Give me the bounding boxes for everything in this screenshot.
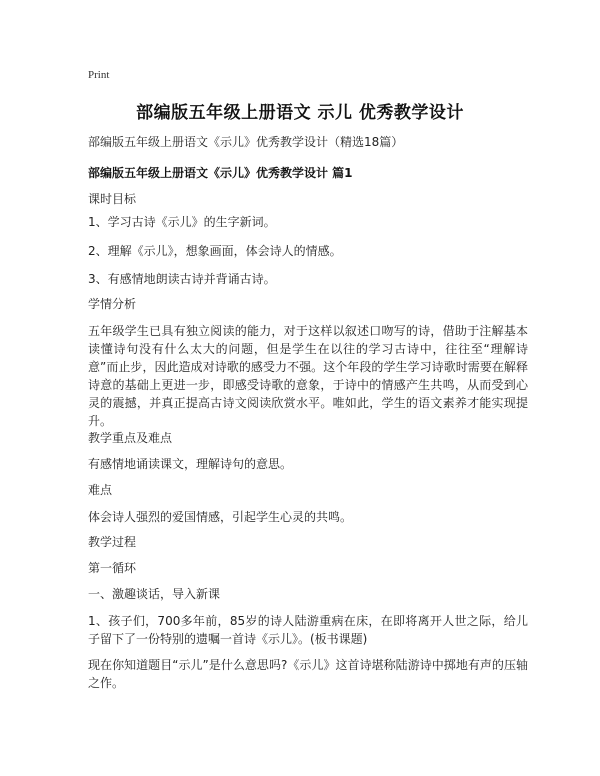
document-subtitle: 部编版五年级上册语文《示儿》优秀教学设计（精选18篇）	[88, 135, 404, 149]
step-heading: 一、激趣谈话，导入新课	[88, 587, 221, 601]
document-title: 部编版五年级上册语文 示儿 优秀教学设计	[136, 103, 464, 123]
analysis-heading: 学情分析	[88, 297, 137, 311]
question-paragraph: 现在你知道题目“示儿”是什么意思吗?《示儿》这首诗堪称陆游诗中掷地有声的压轴之作。	[88, 658, 528, 690]
difficulty-heading: 难点	[88, 483, 113, 497]
difficulty-text: 体会诗人强烈的爱国情感，引起学生心灵的共鸣。	[88, 510, 353, 524]
goal-item-2: 2、理解《示儿》，想象画面，体会诗人的情感。	[88, 244, 342, 258]
cycle-heading: 第一循环	[88, 561, 137, 575]
analysis-paragraph: 五年级学生已具有独立阅读的能力，对于这样以叙述口吻写的诗，借助于注解基本读懂诗句没有什么太大的问题，但是学生在以往的学习古诗中，往往至“理解诗意”而止步，因此造成对诗歌的感受力不强。这个年段的学生学习诗歌时需要在解释诗意的基础上更进一步，即感受诗歌的意象，于诗中的情感产生共鸣，从而受到心灵的震撼，并真正提高古诗文阅读欣赏水平。唯如此，学生的语文素养才能实现提升。	[88, 324, 528, 428]
goal-item-3: 3、有感情地朗读古诗并背诵古诗。	[88, 272, 276, 286]
process-heading: 教学过程	[88, 535, 137, 549]
goal-item-1: 1、学习古诗《示儿》的生字新词。	[88, 215, 276, 229]
print-label[interactable]: Print	[88, 69, 110, 81]
article-heading: 部编版五年级上册语文《示儿》优秀教学设计 篇1	[88, 166, 353, 180]
step-paragraph: 1、孩子们，700多年前，85岁的诗人陆游重病在床，在即将离开人世之际，给儿子留下了一份特别的遗嘱一首诗《示儿》。(板书课题)	[88, 614, 528, 646]
key-points-heading: 教学重点及难点	[88, 431, 173, 445]
goals-heading: 课时目标	[88, 192, 137, 206]
key-points-text: 有感情地诵读课文，理解诗句的意思。	[88, 457, 293, 471]
